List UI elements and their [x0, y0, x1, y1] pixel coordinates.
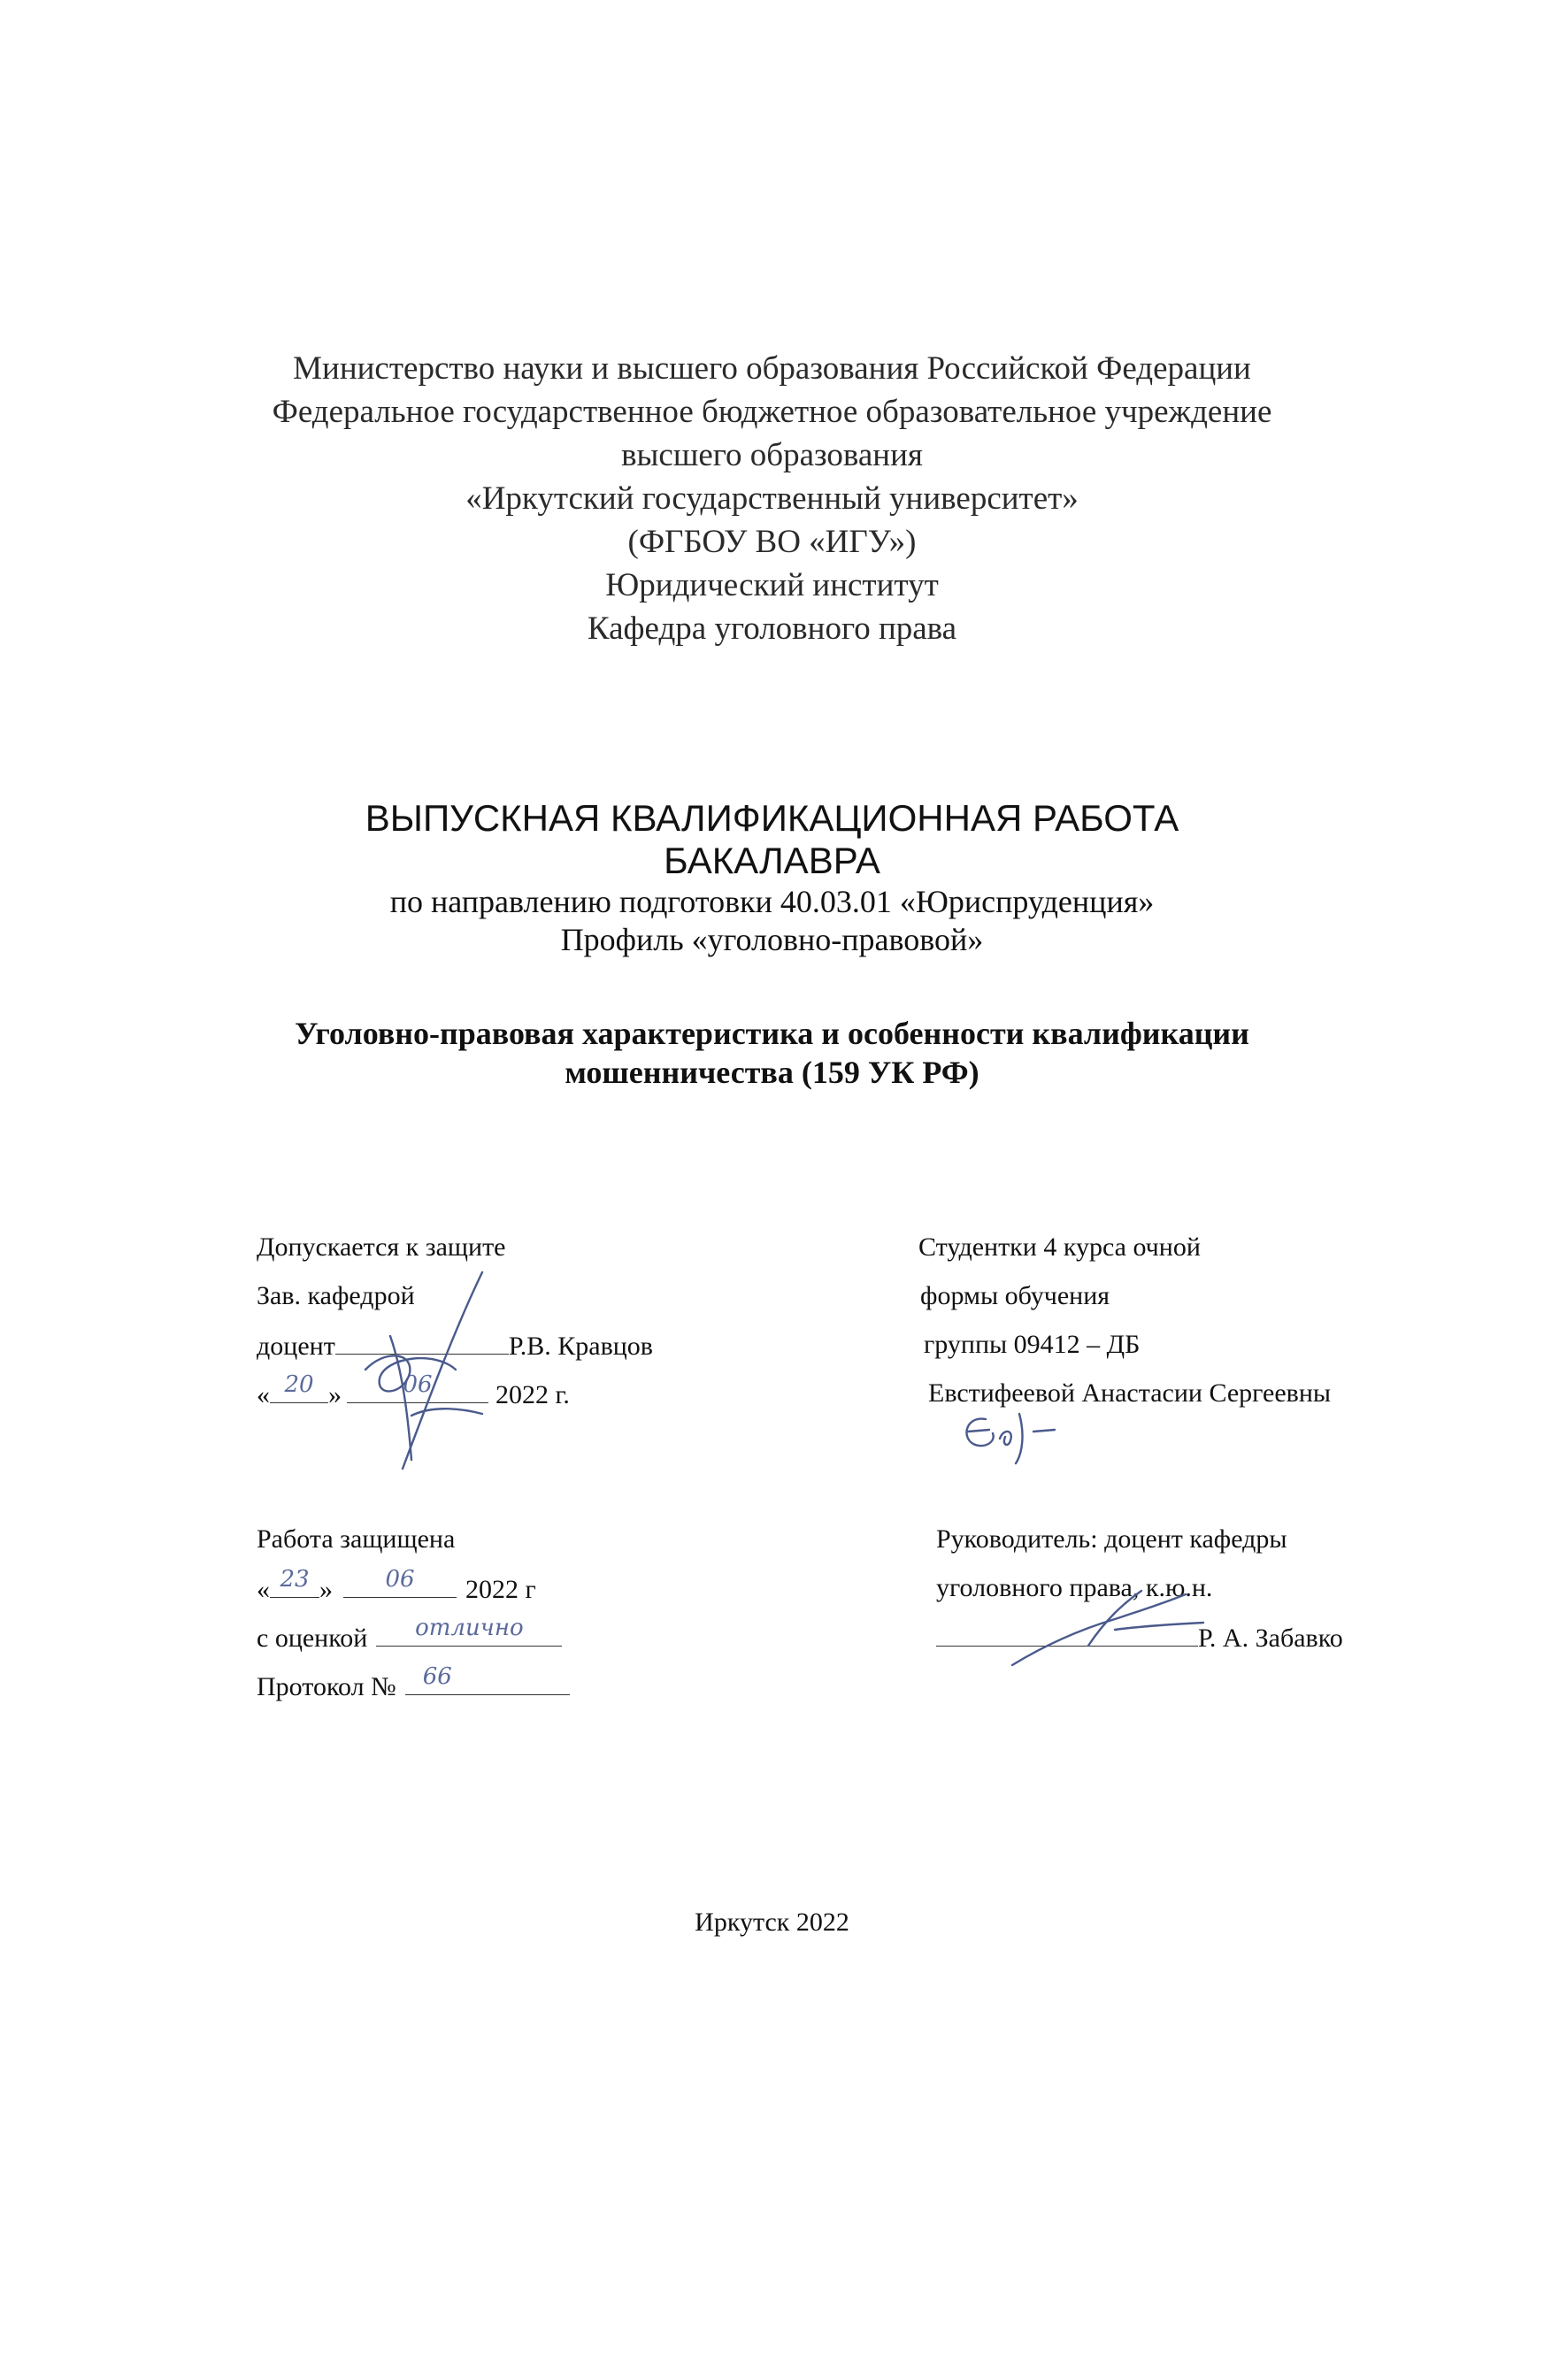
defense-month: 06 [385, 1566, 415, 1593]
head-signature [350, 1265, 509, 1478]
grade-value: отлично [415, 1615, 524, 1641]
admission-day: 20 [284, 1371, 314, 1398]
city-year: Иркутск 2022 [695, 1908, 849, 1937]
supervisor-degree-line: уголовного права, к.ю.н. [936, 1573, 1213, 1602]
protocol-number: 66 [422, 1663, 452, 1690]
institute-line: Юридический институт [605, 567, 939, 603]
department-line: Кафедра уголовного права [587, 610, 957, 647]
protocol-blank [405, 1663, 570, 1695]
admission-label: Допускается к защите [257, 1232, 506, 1262]
work-title-line1: ВЫПУСКНАЯ КВАЛИФИКАЦИОННАЯ РАБОТА [365, 797, 1179, 839]
student-course-line: Студентки 4 курса очной [918, 1232, 1201, 1262]
institution-type-line: Федеральное государственное бюджетное образовательное учреждение [272, 394, 1272, 430]
defense-label: Работа защищена [257, 1524, 456, 1554]
supervisor-name: Р. А. Забавко [1198, 1624, 1343, 1653]
student-name-line: Евстифеевой Анастасии Сергеевны [928, 1378, 1332, 1408]
direction-line: по направлению подготовки 40.03.01 «Юриспруденция» [389, 884, 1155, 919]
admission-day-blank [270, 1371, 328, 1403]
profile-line: Профиль «уголовно-правовой» [560, 922, 984, 957]
defense-year: 2022 г [465, 1575, 536, 1604]
university-name-line: «Иркутский государственный университет» [465, 480, 1079, 517]
supervisor-signature [1009, 1584, 1212, 1672]
student-group-line: группы 09412 – ДБ [924, 1330, 1141, 1359]
topic-line1: Уголовно-правовая характеристика и особенности квалификации [295, 1016, 1249, 1051]
grade-label: с оценкой [257, 1624, 368, 1653]
work-title-line2: БАКАЛАВРА [664, 840, 880, 881]
grade-row [257, 1615, 562, 1654]
admission-year: 2022 г. [495, 1380, 570, 1409]
docent-label: доцент [257, 1332, 335, 1361]
grade-blank [376, 1615, 562, 1647]
protocol-label: Протокол № [257, 1672, 396, 1701]
defense-day-blank [270, 1566, 319, 1598]
defense-day: 23 [280, 1566, 310, 1593]
head-name: Р.В. Кравцов [508, 1332, 653, 1361]
defense-date-row: « 23 » 06 2022 г [257, 1572, 536, 1606]
protocol-row [257, 1663, 570, 1703]
defense-month-blank [343, 1566, 457, 1598]
admission-date-row: « 20 » 06 2022 г. [257, 1378, 570, 1411]
university-abbrev-line: (ФГБОУ ВО «ИГУ») [627, 524, 917, 560]
education-level-line: высшего образования [621, 437, 923, 473]
student-form-line: формы обучения [920, 1281, 1110, 1310]
supervisor-position-line: Руководитель: доцент кафедры [936, 1524, 1287, 1554]
admission-month: 06 [403, 1371, 433, 1398]
student-signature [957, 1407, 1064, 1469]
topic-line2: мошенничества (159 УК РФ) [565, 1055, 979, 1090]
head-of-department-label: Зав. кафедрой [257, 1281, 415, 1310]
ministry-line: Министерство науки и высшего образования Российской Федерации [293, 350, 1251, 387]
